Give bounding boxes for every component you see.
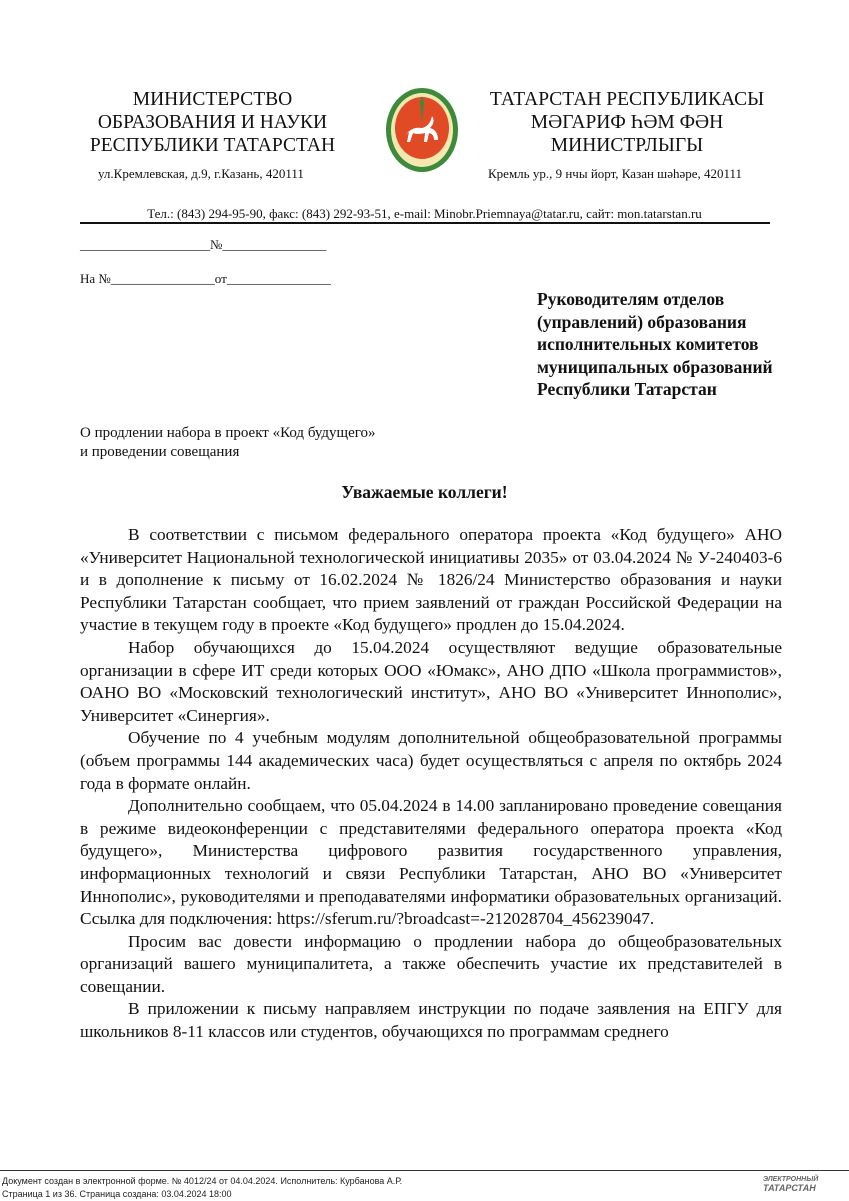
reg-number-line: ____________________№________________: [80, 237, 327, 252]
recipient-line: (управлений) образования: [537, 311, 747, 332]
contacts: Тел.: (843) 294-95-90, факс: (843) 292-93-51, e-mail: Minobr.Priemnaya@tatar.ru, сайт: mon.tatarstan.ru: [147, 206, 702, 221]
title-line: МӘГАРИФ ҺӘМ ФӘН: [530, 112, 724, 133]
recipient-block: [537, 288, 817, 401]
letter-body: [80, 524, 782, 1044]
footer-divider: [0, 1170, 849, 1171]
paragraph: В приложении к письму направляем инструкции по подаче заявления на ЕПГУ для школьников 8-11 классов или студентов, обучающихся по программам среднего: [80, 999, 782, 1042]
title-line: МИНИСТЕРСТВО: [132, 89, 293, 110]
ministry-title-tt: [482, 88, 772, 157]
paragraph: Обучение по 4 учебным модулям дополнительной общеобразовательной программы (объем программы 144 академических часа) будет осуществляться с апреля по октябрь 2024 года в формате онлайн.: [80, 728, 782, 793]
subject: [80, 424, 376, 462]
footer: [2, 1175, 402, 1201]
paragraph: Набор обучающихся до 15.04.2024 осуществляют ведущие образовательные организации в сфере ИТ среди которых ООО «Юмакс», АНО ДПО «Школа программистов», ОАНО ВО «Московский технологический институт», АНО ВО «Университет Иннополис», Университет «Синергия».: [80, 637, 782, 725]
electronic-tatarstan-logo: [763, 1176, 818, 1192]
paragraph: Дополнительно сообщаем, что 05.04.2024 в 14.00 запланировано проведение совещания в режиме видеоконференции с представителями федерального оператора проекта «Код будущего», Министерства цифрового развития государственного управления, информационных технологий и связи Республики Татарстан, АНО ВО «Университет Иннополис», руководителями и преподавателями информатики образовательных организаций. Ссылка для подключения: https://sferum.ru/?broadcast=-212028704_456239047.: [80, 796, 782, 929]
tatarstan-emblem-icon: [382, 80, 462, 176]
address-tt: Кремль ур., 9 нчы йорт, Казан шәһәре, 420111: [488, 166, 743, 181]
title-line: МИНИСТРЛЫГЫ: [550, 135, 704, 156]
recipient-line: исполнительных комитетов: [537, 334, 759, 355]
footer-page-info: Страница 1 из 36. Страница создана: 03.04.2024 18:00: [2, 1189, 232, 1199]
address-ru: ул.Кремлевская, д.9, г.Казань, 420111: [98, 166, 304, 181]
header-divider: [80, 222, 770, 224]
ministry-title-ru: [80, 88, 345, 157]
title-line: РЕСПУБЛИКИ ТАТАРСТАН: [89, 135, 336, 156]
title-line: ОБРАЗОВАНИЯ И НАУКИ: [97, 112, 328, 133]
paragraph: Просим вас довести информацию о продлении набора до общеобразовательных организаций вашего муниципалитета, а также обеспечить участие их представителей в совещании.: [80, 931, 782, 996]
subject-line: и проведении совещания: [80, 444, 240, 460]
reference-line: На №________________от________________: [80, 271, 331, 286]
paragraph: В соответствии с письмом федерального оператора проекта «Код будущего» АНО «Университет Национальной технологической инициативы 2035» от 03.04.2024 № У-240403-6 и в дополнение к письму от 16.02.2024 № 1826/24 Министерство образования и науки Республики Татарстан сообщает, что прием заявлений от граждан Российской Федерации на участие в текущем году в проекте «Код будущего» продлен до 15.04.2024.: [80, 525, 782, 635]
recipient-line: Руководителям отделов: [537, 289, 725, 309]
subject-line: О продлении набора в проект «Код будущего»: [80, 425, 376, 441]
title-line: ТАТАРСТАН РЕСПУБЛИКАСЫ: [489, 89, 765, 110]
recipient-line: Республики Татарстан: [537, 379, 717, 400]
greeting: Уважаемые коллеги!: [341, 482, 508, 502]
recipient-line: муниципальных образований: [537, 356, 773, 377]
footer-doc-info: Документ создан в электронной форме. № 4012/24 от 04.04.2024. Исполнитель: Курбанова А.Р.: [2, 1176, 403, 1186]
logo-line: ТАТАРСТАН: [763, 1183, 816, 1193]
logo-line: ЭЛЕКТРОННЫЙ: [763, 1176, 819, 1183]
